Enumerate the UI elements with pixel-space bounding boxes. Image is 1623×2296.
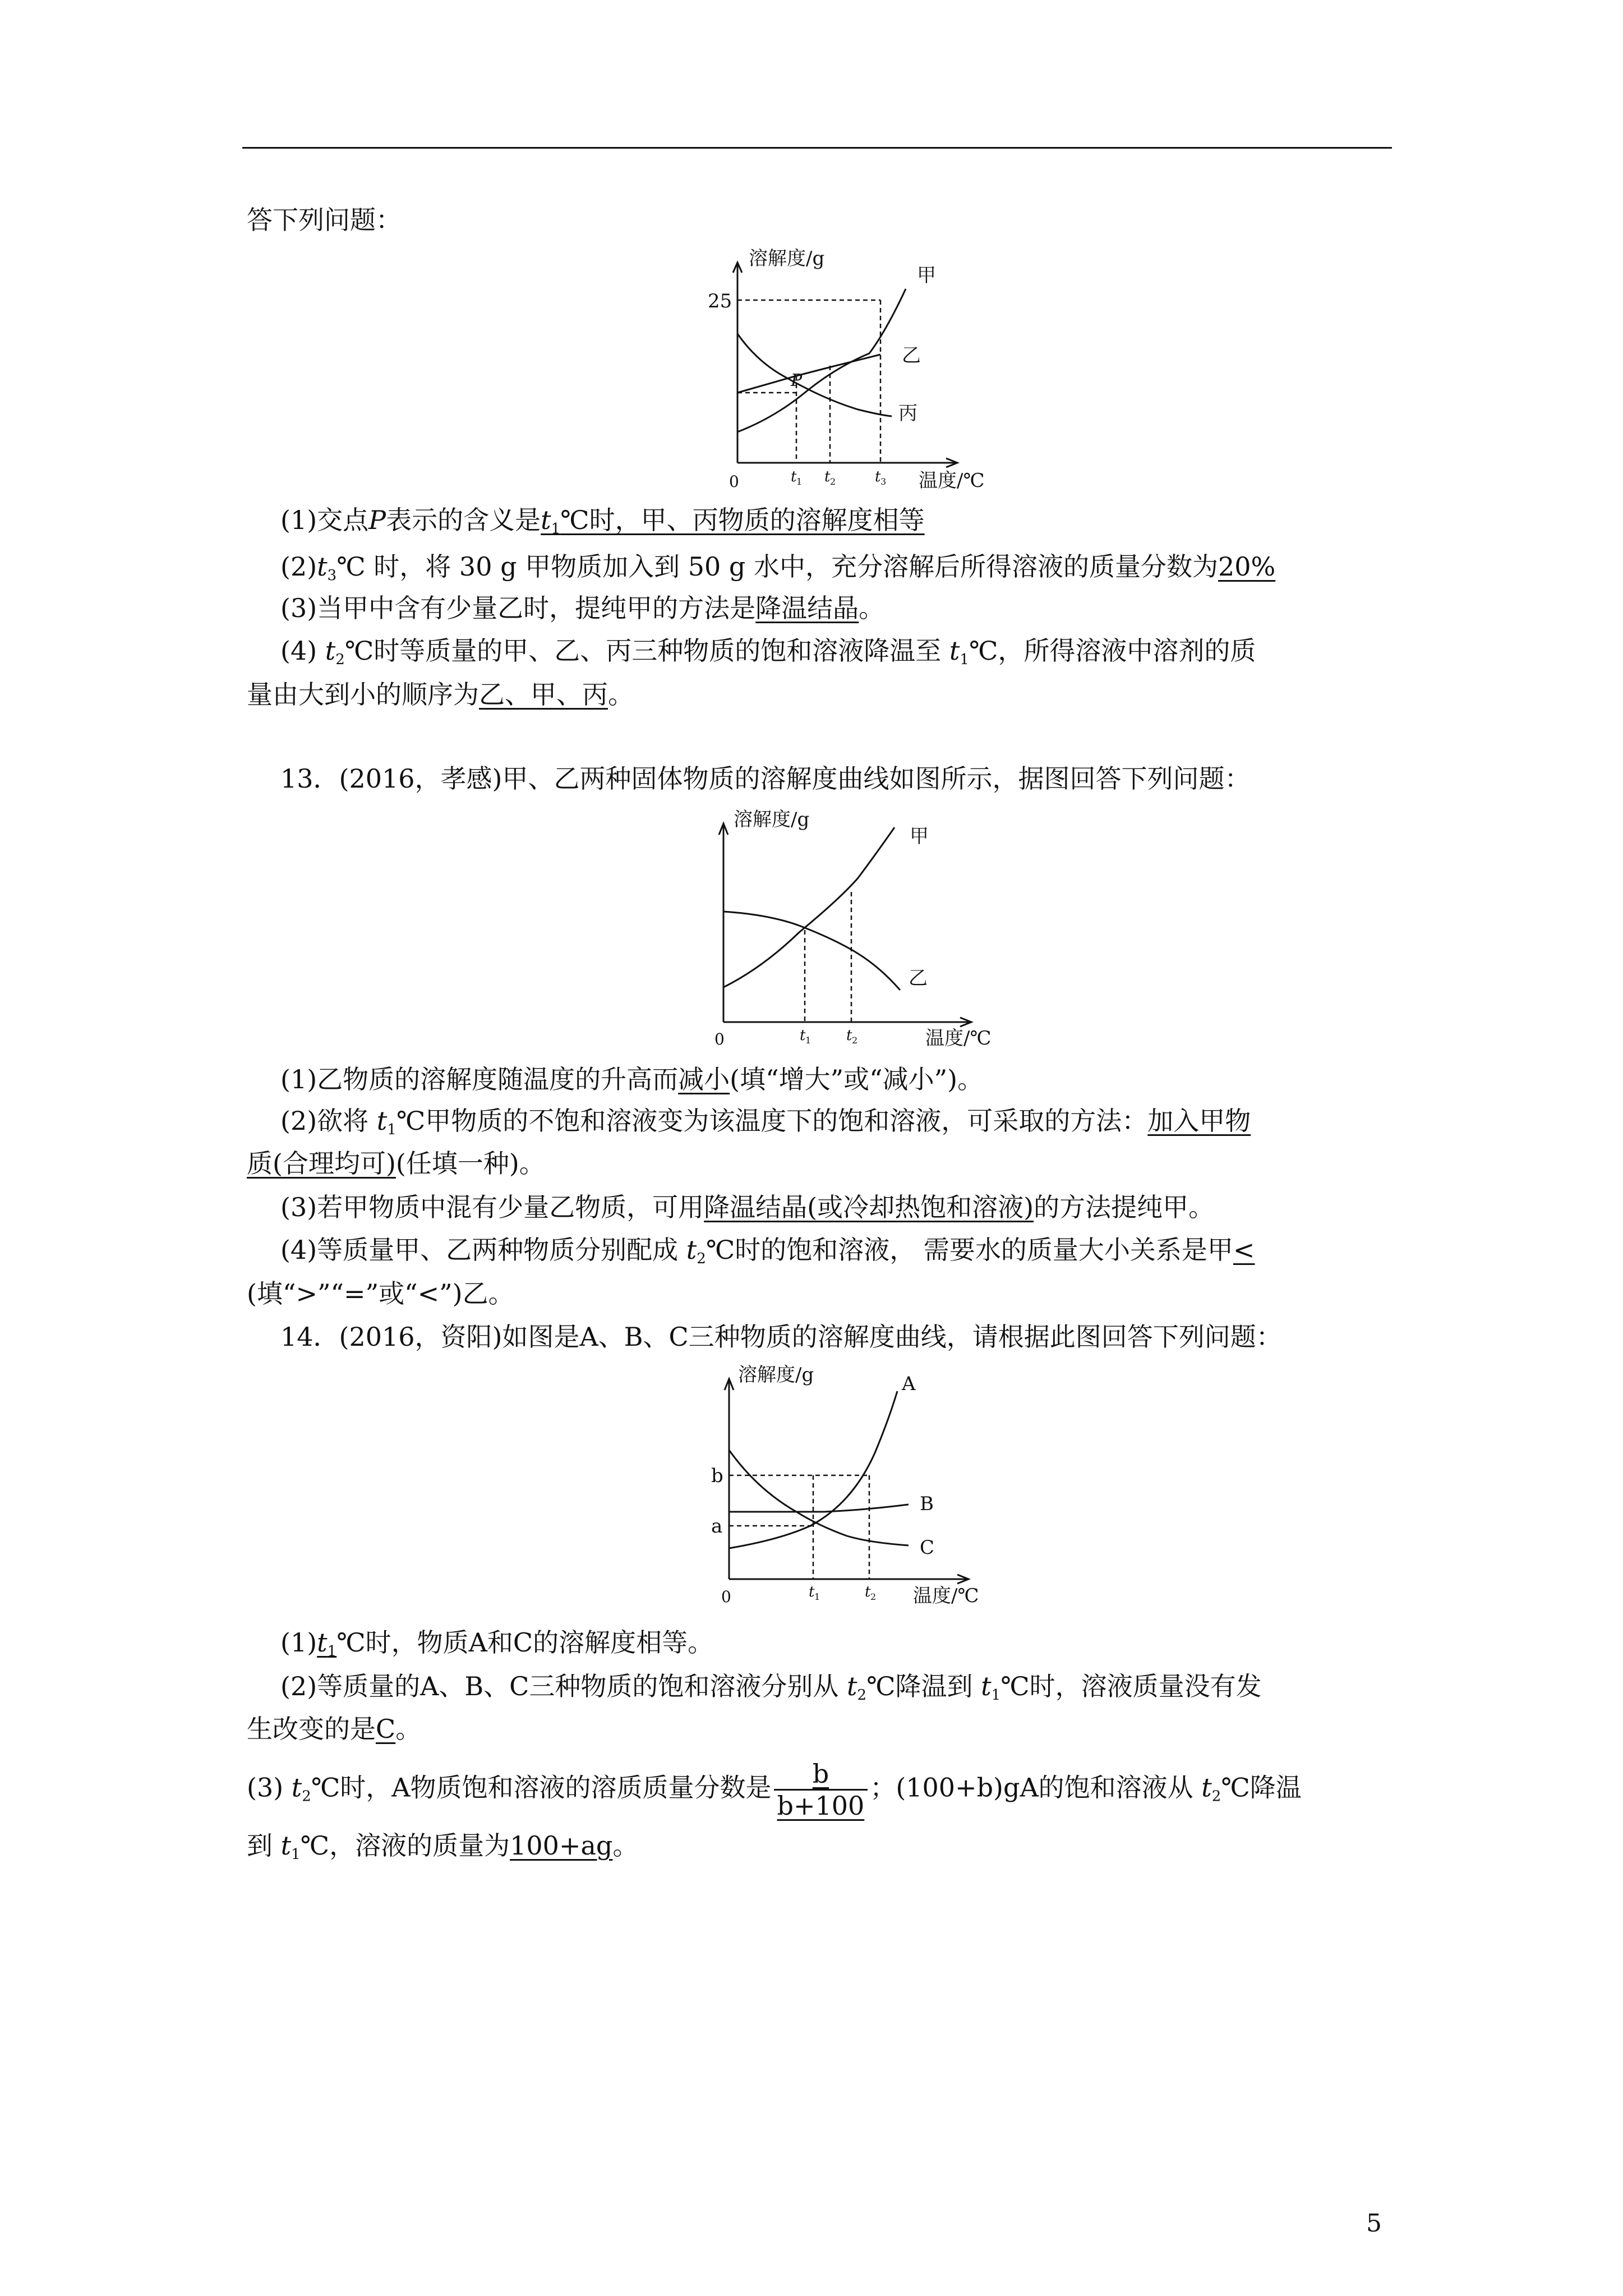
fig1-point-p: P xyxy=(791,371,803,390)
figure-3-solubility-curves xyxy=(684,1358,998,1612)
header-rule xyxy=(242,147,1392,149)
svg-text:1: 1 xyxy=(814,1591,820,1602)
fig2-label-yi: 乙 xyxy=(909,967,928,990)
fig2-tick-t2: t xyxy=(846,1027,852,1044)
figure-2-solubility-curves xyxy=(690,802,1004,1051)
fig3-ylabel: 溶解度/g xyxy=(738,1364,814,1386)
fig3-tick-a: a xyxy=(711,1515,723,1538)
fig1-origin: 0 xyxy=(729,472,739,491)
fig3-curve-C xyxy=(729,1450,909,1545)
q14-a3-fraction: $\frac{b}{b+100}$ xyxy=(774,1759,868,1821)
q14-a3-cont: 到 $t_1℃$，溶液的质量为100+ag。 xyxy=(247,1830,639,1863)
q12-a3: (3)当甲中含有少量乙时，提纯甲的方法是降温结晶。 xyxy=(280,593,885,623)
fig3-label-C: C xyxy=(920,1536,935,1559)
svg-text:3: 3 xyxy=(880,476,887,487)
fig2-curve-yi xyxy=(723,912,900,990)
q13-a4-cont: (填“>”“=”或“<”)乙。 xyxy=(247,1278,514,1309)
q12-a4: (4) $t_2℃$时等质量的甲、乙、丙三种物质的饱和溶液降温至 $t_1℃$，所得溶液中溶剂的质 xyxy=(280,636,1256,668)
fig1-label-yi: 乙 xyxy=(902,344,921,367)
q13-a2-cont: 质(合理均可)(任填一种)。 xyxy=(247,1148,545,1179)
svg-text:2: 2 xyxy=(870,1591,877,1602)
q14-a1: $(1)t_1℃$时，物质A和C的溶解度相等。 xyxy=(280,1627,714,1660)
q14-a3: (3) $t_2℃$时，A物质饱和溶液的溶质质量分数是 $\frac{b}{b+100}$ ；(100+b)gA的饱和溶液从 $t_2℃$降温 xyxy=(247,1759,1302,1821)
fig1-label-bing: 丙 xyxy=(898,402,917,425)
intro-text: 答下列问题： xyxy=(247,205,402,235)
q13-a4: (4)等质量甲、乙两种物质分别配成 $t_2℃$时的饱和溶液， 需要水的质量大小关系是甲< xyxy=(280,1235,1255,1267)
fig3-tick-b: b xyxy=(711,1465,723,1487)
q12-a2: $(2)t_3℃$ 时，将 30 g 甲物质加入到 50 g 水中，充分溶解后所得溶液的质量分数为20% xyxy=(280,551,1276,584)
svg-text:1: 1 xyxy=(796,476,803,487)
fig1-tick-t3: t xyxy=(875,468,881,485)
fig3-tick-t2: t xyxy=(865,1584,871,1600)
q13-a1: (1)乙物质的溶解度随温度的升高而减小(填“增大”或“减小”)。 xyxy=(280,1064,984,1094)
fig2-curve-jia xyxy=(723,827,895,987)
fig3-label-A: A xyxy=(902,1373,916,1395)
fig2-origin: 0 xyxy=(714,1030,725,1048)
fig1-curve-yi xyxy=(737,355,880,393)
fig3-origin: 0 xyxy=(721,1588,731,1606)
svg-text:2: 2 xyxy=(830,476,836,487)
q14-a2: (2)等质量的A、B、C三种物质的饱和溶液分别从 $t_2℃$降温到 $t_1℃$时，溶液质量没有发 xyxy=(280,1671,1262,1704)
svg-text:1: 1 xyxy=(805,1035,811,1046)
q14-a2-cont: 生改变的是C。 xyxy=(247,1714,422,1744)
fig1-tick-t1: t xyxy=(791,468,797,485)
fig2-tick-t1: t xyxy=(800,1027,806,1044)
page-number: 5 xyxy=(1366,2209,1382,2238)
fig1-curve-bing xyxy=(737,334,892,416)
figure-1-solubility-curves xyxy=(695,241,998,501)
fig3-label-B: B xyxy=(920,1493,934,1515)
svg-text:2: 2 xyxy=(852,1035,858,1046)
q12-a1: (1)交点P表示的含义是$t_1℃$时，甲、丙物质的溶解度相等 xyxy=(280,505,925,537)
fig1-xlabel: 温度/℃ xyxy=(919,470,985,492)
fig1-label-jia: 甲 xyxy=(917,264,936,287)
fig2-xlabel: 温度/℃ xyxy=(925,1027,992,1049)
q13-a2: (2)欲将 $t_1℃$甲物质的不饱和溶液变为该温度下的饱和溶液，可采取的方法：加入甲物 xyxy=(280,1106,1251,1138)
fig1-ylabel: 溶解度/g xyxy=(749,247,825,270)
fig3-curve-B xyxy=(729,1504,909,1512)
fig2-label-jia: 甲 xyxy=(910,825,929,848)
q13-stem: 13．(2016，孝感)甲、乙两种固体物质的溶解度曲线如图所示，据图回答下列问题： xyxy=(280,763,1251,794)
q12-a4-cont: 量由大到小的顺序为乙、甲、丙。 xyxy=(247,679,634,710)
fig1-tick-25: 25 xyxy=(708,290,732,312)
q13-a3: (3)若甲物质中混有少量乙物质，可用降温结晶(或冷却热饱和溶液)的方法提纯甲。 xyxy=(280,1192,1215,1222)
fig2-ylabel: 溶解度/g xyxy=(734,808,810,831)
fig1-tick-t2: t xyxy=(824,468,831,485)
fig3-xlabel: 温度/℃ xyxy=(913,1585,979,1607)
fig3-tick-t1: t xyxy=(809,1584,815,1600)
q14-stem: 14．(2016，资阳)如图是A、B、C三种物质的溶解度曲线，请根据此图回答下列问题： xyxy=(280,1322,1282,1352)
